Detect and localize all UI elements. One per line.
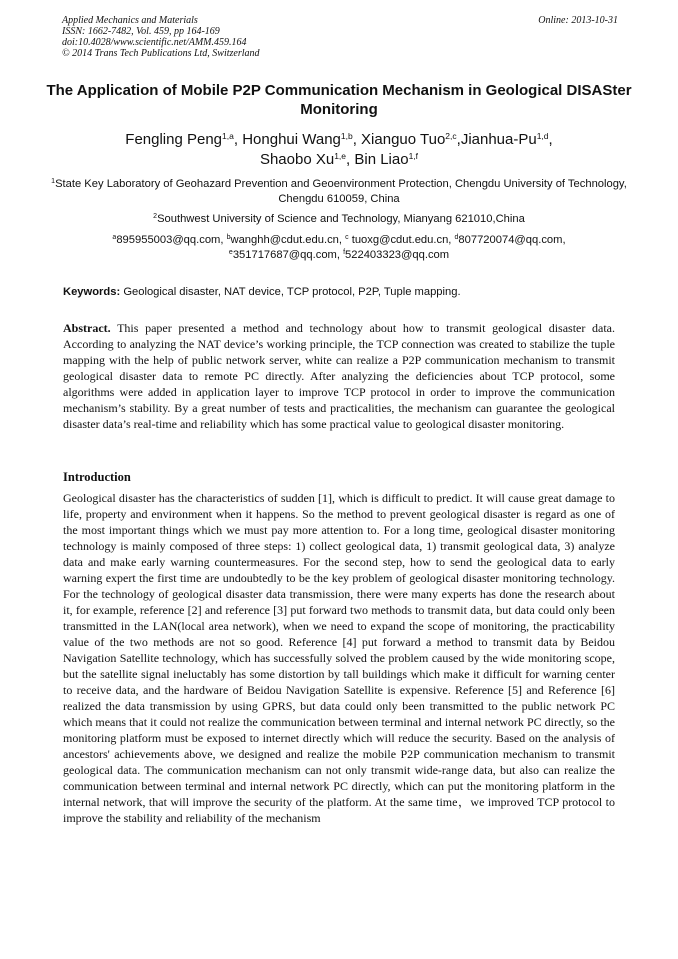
- email-mark: a: [112, 234, 117, 241]
- author-name: Shaobo Xu: [259, 151, 335, 168]
- affil-mark: 1: [51, 178, 56, 185]
- doi-line: doi:10.4028/www.scientific.net/AMM.459.164: [62, 37, 247, 48]
- affiliation-1: [40, 177, 638, 207]
- copyright-line: © 2014 Trans Tech Publications Ltd, Switzerland: [62, 48, 260, 59]
- author-affil-mark: 2,c: [445, 131, 457, 141]
- introduction-paragraph: Geological disaster has the characteristics of sudden [1], which is difficult to predict. It will cause great damage to life, property and environment when it happens. So the method to prevent geological disaster is regard as one of the most important things which we must pay more attention to. For a long time, geological disaster monitoring technology is mainly composed of three steps: 1) collect geological data, 1) transmit geological data, 3) analyze data and make early warning countermeasures. For the second step, how to send the geological data to early warning expert the first time are undoubtedly to be the key problem of geological disaster monitoring technology. For the technology of geological disaster data transmission, there were many experts has done the research about it, for example, reference [2] and reference [3] put forward two methods to transmit data, but data could only been transmitted in the LAN(local area network), when we need to expand the scope of monitoring, the practicability value of the two methods are not so good. Reference [4] put forward a method to transmit data by Beidou Navigation Satellite technology, which has successfully solved the problem caused by the wide monitoring scope, but the satellite signal ineluctably has some distortion by tall buildings which make it difficult for warning center to receive data, and the hardware of Beidou Navigation Satellite is expensive. Reference [5] and Reference [6] realized the data transmission by using GPRS, but data could only been transmitted to the public network PC which means that it could not realize the communication between terminal and internal network PC directly, so the monitoring platform must be exposed to internet directly which will reduce the security. Based on the analysis of ancestors' achievements above, we designed and realize the mobile P2P communication mechanism to transmit geological data. The communication mechanism can not only transmit wide-range data, but also can realize the communication between terminal and internal network PC directly, which can put the monitoring platform in the internal network, that will improve the security of the platform. At the same time，we improved TCP protocol to improve the stability and reliability of the mechanism: [63, 491, 615, 825]
- abstract-label: Abstract.: [63, 321, 111, 335]
- author-name: Bin Liao: [354, 151, 409, 168]
- email-link[interactable]: 807720074@qq.com,: [458, 234, 566, 246]
- issn-line: ISSN: 1662-7482, Vol. 459, pp 164-169: [62, 26, 220, 37]
- email-mark: b: [226, 234, 231, 241]
- email-link[interactable]: tuoxg@cdut.edu.cn,: [351, 234, 452, 246]
- email-mark: f: [343, 249, 346, 256]
- email-link[interactable]: 522403323@qq.com: [345, 249, 450, 261]
- author-emails: [40, 233, 638, 263]
- author-name: Xianguo Tuo: [361, 131, 446, 148]
- author-affil-mark: 1,f: [408, 151, 419, 161]
- keywords-text: Geological disaster, NAT device, TCP protocol, P2P, Tuple mapping.: [123, 286, 461, 298]
- affil-text: Southwest University of Science and Technology, Mianyang 621010,China: [157, 213, 525, 225]
- email-link[interactable]: 351717687@qq.com,: [232, 249, 340, 261]
- affiliation-2: [40, 212, 638, 227]
- abstract: [63, 320, 615, 432]
- author-affil-mark: 1,a: [222, 131, 234, 141]
- affil-mark: 2: [153, 213, 158, 220]
- section-heading-introduction: Introduction: [63, 470, 131, 484]
- author-name: Honghui Wang: [242, 131, 341, 148]
- author-affil-mark: 1,e: [334, 151, 347, 161]
- keywords: [63, 285, 619, 299]
- email-link[interactable]: 895955003@qq.com,: [116, 234, 224, 246]
- paper-title: The Application of Mobile P2P Communication Mechanism in Geological DISASter Monitoring: [46, 82, 632, 118]
- journal-name: Applied Mechanics and Materials: [62, 15, 198, 26]
- abstract-text: This paper presented a method and technology about how to transmit geological disaster data. According to analyzing the NAT device’s working principle, the TCP connection was created to stabilize the tuple mapping with the help of public network server, white can realize a P2P communication mechanism to transmit geological disaster data to remote PC directly. After analyzing the deficiencies about TCP protocol, some algorithms were added in application layer to improve TCP protocol in order to improve the communication mechanism’s stability. By a great number of tests and practicalities, the mechanism can guarantee the geological disaster data’s real-time and reliability which has some practical value to geological disaster monitoring.: [63, 321, 615, 431]
- journal-header: [62, 15, 618, 59]
- author-name: Jianhua-Pu: [460, 131, 537, 148]
- keywords-label: Keywords:: [63, 286, 121, 298]
- email-link[interactable]: wanghh@cdut.edu.cn,: [230, 234, 342, 246]
- author-name: Fengling Peng: [125, 131, 223, 148]
- online-date: Online: 2013-10-31: [538, 15, 618, 26]
- author-list: Fengling Peng$^{1,a}$, Honghui Wang$^{1,b}$, Xianguo Tuo$^{2,c}$,Jianhua-Pu$^{1,d}$, Shaobo Xu$^{1,e}$, Bin Liao$^{1,f}$: [125, 131, 553, 168]
- author-affil-mark: 1,b: [340, 131, 353, 141]
- affil-text: State Key Laboratory of Geohazard Prevention and Geoenvironment Protection, Chengdu University of Technology, Chengdu 610059, China: [55, 178, 627, 205]
- author-affil-mark: 1,d: [536, 131, 549, 141]
- email-mark: c: [345, 234, 349, 241]
- email-mark: e: [228, 249, 233, 256]
- email-mark: d: [454, 234, 459, 241]
